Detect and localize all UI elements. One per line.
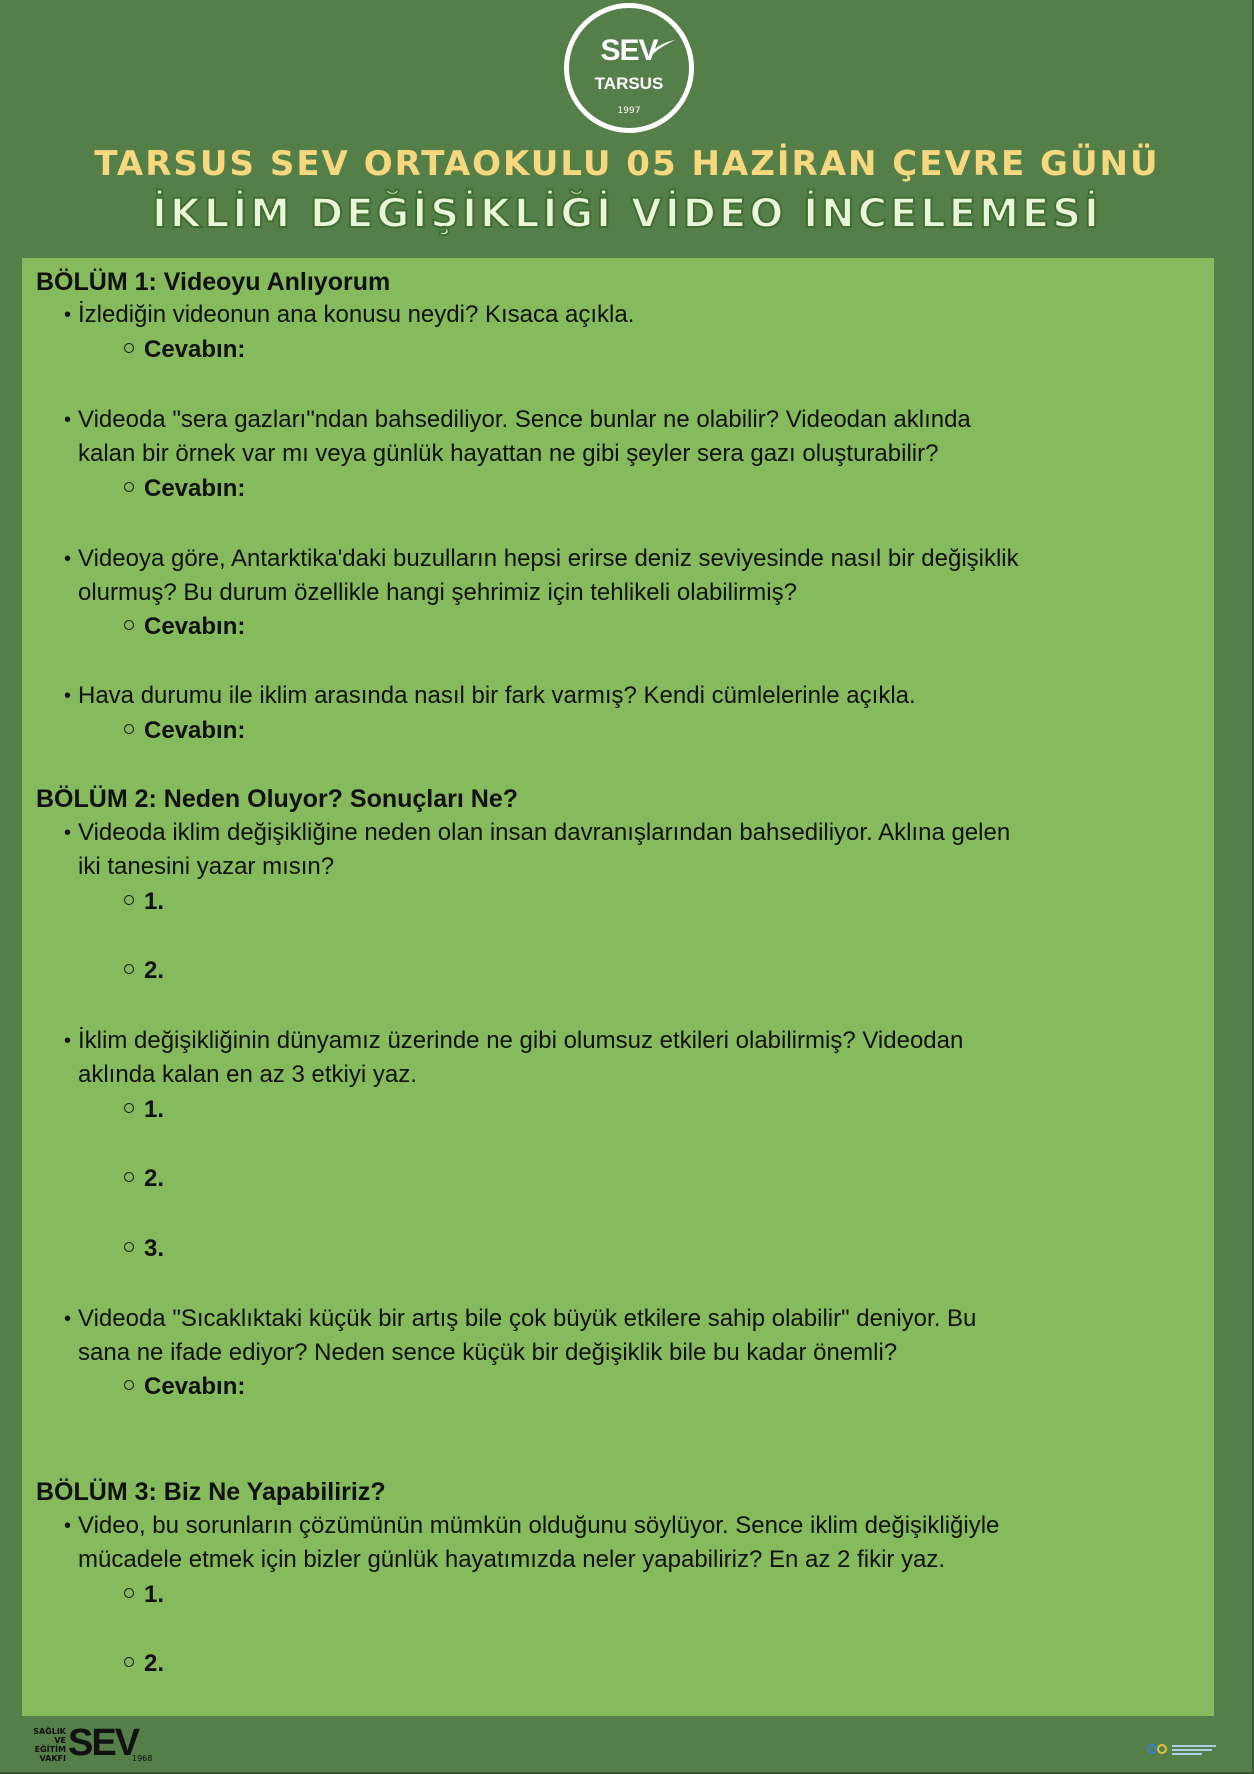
answer-field-4[interactable] — [124, 717, 245, 745]
answer-label: 2. — [144, 1650, 165, 1677]
answer-label: 1. — [144, 1581, 165, 1608]
section-heading-1: BÖLÜM 1: Videoyu Anlıyorum — [36, 268, 391, 296]
bullet-icon: • — [64, 1030, 72, 1052]
question-text: İklim değişikliğinin dünyamız üzerinde ne gibi olumsuz etkileri olabilirmiş? Videodan — [78, 1027, 964, 1054]
school-logo — [564, 3, 694, 133]
bullet-icon: • — [64, 409, 72, 431]
page-subtitle: İKLİM DEĞİŞİKLİĞİ VİDEO İNCELEMESİ — [152, 191, 1102, 237]
question-text: sana ne ifade ediyor? Neden sence küçük bir değişiklik bile bu kadar önemli? — [78, 1339, 898, 1366]
circle-bullet-icon — [124, 1588, 134, 1598]
answer-field-6-2[interactable] — [124, 1165, 164, 1193]
question-text: Videoya göre, Antarktika'daki buzulların hepsi erirse deniz seviyesinde nasıl bir değişiklik — [78, 545, 1019, 572]
question-text: Videoda "Sıcaklıktaki küçük bir artış bile çok büyük etkilere sahip olabilir" deniyor. Bu — [78, 1305, 977, 1332]
page-title: TARSUS SEV ORTAOKULU 05 HAZİRAN ÇEVRE GÜNÜ — [94, 144, 1160, 184]
question-text: Video, bu sorunların çözümünün mümkün olduğunu söylüyor. Sence iklim değişikliğiyle — [78, 1512, 1000, 1539]
answer-field-8-2[interactable] — [124, 1650, 164, 1678]
circle-bullet-icon — [124, 1242, 134, 1252]
answer-field-3[interactable] — [124, 613, 245, 641]
circle-bullet-icon — [124, 1657, 134, 1667]
answer-label: Cevabın: — [144, 613, 246, 640]
bullet-icon: • — [64, 304, 72, 326]
answer-label: Cevabın: — [144, 475, 246, 502]
circle-bullet-icon — [124, 620, 134, 630]
question-card — [22, 258, 1214, 1716]
foundation-brand: SEV — [68, 1722, 139, 1764]
circle-bullet-icon — [124, 482, 134, 492]
partner-logo-icon — [1146, 1740, 1222, 1758]
bullet-icon: • — [64, 1308, 72, 1330]
question-text: Hava durumu ile iklim arasında nasıl bir fark varmış? Kendi cümlelerinle açıkla. — [78, 682, 916, 709]
answer-field-7[interactable] — [124, 1373, 245, 1401]
bullet-icon: • — [64, 685, 72, 707]
answer-field-6-3[interactable] — [124, 1235, 164, 1263]
answer-field-2[interactable] — [124, 475, 245, 503]
answer-field-5-1[interactable] — [124, 888, 164, 916]
section-heading-3: BÖLÜM 3: Biz Ne Yapabiliriz? — [36, 1478, 386, 1506]
section-heading-2: BÖLÜM 2: Neden Oluyor? Sonuçları Ne? — [36, 785, 518, 813]
question-text: mücadele etmek için bizler günlük hayatımızda neler yapabiliriz? En az 2 fikir yaz. — [78, 1546, 946, 1573]
question-text: olurmuş? Bu durum özellikle hangi şehrimiz için tehlikeli olabilirmiş? — [78, 579, 797, 606]
circle-bullet-icon — [124, 724, 134, 734]
answer-label: 2. — [144, 1165, 165, 1192]
answer-label: 1. — [144, 888, 165, 915]
circle-bullet-icon — [124, 1380, 134, 1390]
question-text: Videoda "sera gazları"ndan bahsediliyor. Sence bunlar ne olabilir? Videodan aklında — [78, 406, 971, 433]
circle-bullet-icon — [124, 1103, 134, 1113]
answer-label: 3. — [144, 1235, 165, 1262]
question-text: iki tanesini yazar mısın? — [78, 853, 335, 880]
answer-label: Cevabın: — [144, 717, 246, 744]
logo-city-text: TARSUS — [594, 74, 664, 93]
answer-field-8-1[interactable] — [124, 1581, 164, 1609]
logo-sev-text: SEV — [600, 34, 658, 67]
answer-label: Cevabın: — [144, 336, 246, 363]
question-text: aklında kalan en az 3 etkiyi yaz. — [78, 1061, 417, 1088]
bullet-icon: • — [64, 548, 72, 570]
circle-bullet-icon — [124, 1172, 134, 1182]
answer-label: 2. — [144, 957, 165, 984]
question-text: kalan bir örnek var mı veya günlük hayattan ne gibi şeyler sera gazı oluşturabilir? — [78, 440, 939, 467]
circle-bullet-icon — [124, 895, 134, 905]
answer-field-6-1[interactable] — [124, 1096, 164, 1124]
bullet-icon: • — [64, 1515, 72, 1537]
answer-field-5-2[interactable] — [124, 957, 164, 985]
logo-year-text: 1997 — [617, 106, 641, 116]
foundation-name: SAĞLIK VE EĞİTİM VAKFI — [33, 1727, 66, 1763]
circle-bullet-icon — [124, 964, 134, 974]
question-text: Videoda iklim değişikliğine neden olan insan davranışlarından bahsediliyor. Aklına gelen — [78, 819, 1011, 846]
bullet-icon: • — [64, 822, 72, 844]
logo-swoosh-icon — [647, 38, 677, 56]
answer-label: Cevabın: — [144, 1373, 246, 1400]
circle-bullet-icon — [124, 343, 134, 353]
foundation-year: 1968 — [132, 1754, 153, 1763]
answer-label: 1. — [144, 1096, 165, 1123]
answer-field-1[interactable] — [124, 336, 245, 364]
question-text: İzlediğin videonun ana konusu neydi? Kısaca açıkla. — [78, 301, 635, 328]
